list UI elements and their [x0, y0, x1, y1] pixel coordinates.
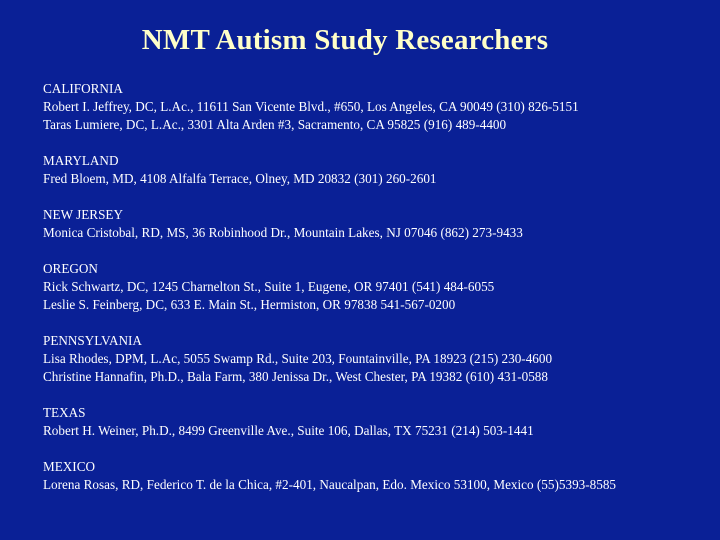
researcher-entry: Robert I. Jeffrey, DC, L.Ac., 11611 San Vicente Blvd., #650, Los Angeles, CA 90049 (310) 826-5151 [43, 99, 579, 114]
section-mexico [43, 458, 703, 494]
researcher-entry: Robert H. Weiner, Ph.D., 8499 Greenville Ave., Suite 106, Dallas, TX 75231 (214) 503-1441 [43, 423, 534, 438]
section-california [43, 80, 703, 134]
state-heading: MEXICO [43, 459, 96, 474]
state-heading: NEW JERSEY [43, 207, 123, 222]
section-maryland [43, 152, 703, 188]
section-pennsylvania [43, 332, 703, 386]
slide-title: NMT Autism Study Researchers [141, 24, 549, 56]
researcher-entry: Taras Lumiere, DC, L.Ac., 3301 Alta Arden #3, Sacramento, CA 95825 (916) 489-4400 [43, 117, 507, 132]
section-oregon [43, 260, 703, 314]
state-heading: CALIFORNIA [43, 81, 123, 96]
state-heading: TEXAS [43, 405, 86, 420]
state-heading: PENNSYLVANIA [43, 333, 142, 348]
researcher-list [43, 80, 703, 512]
researcher-entry: Lisa Rhodes, DPM, L.Ac, 5055 Swamp Rd., Suite 203, Fountainville, PA 18923 (215) 230-4600 [43, 351, 553, 366]
state-heading: MARYLAND [43, 153, 119, 168]
researcher-entry: Christine Hannafin, Ph.D., Bala Farm, 380 Jenissa Dr., West Chester, PA 19382 (610) 431-0588 [43, 369, 548, 384]
researcher-entry: Lorena Rosas, RD, Federico T. de la Chica, #2-401, Naucalpan, Edo. Mexico 53100, Mexico (55)5393-8585 [43, 477, 617, 492]
state-heading: OREGON [43, 261, 98, 276]
section-new-jersey [43, 206, 703, 242]
researcher-entry: Rick Schwartz, DC, 1245 Charnelton St., Suite 1, Eugene, OR 97401 (541) 484-6055 [43, 279, 495, 294]
section-texas [43, 404, 703, 440]
researcher-entry: Fred Bloem, MD, 4108 Alfalfa Terrace, Olney, MD 20832 (301) 260-2601 [43, 171, 437, 186]
researcher-entry: Monica Cristobal, RD, MS, 36 Robinhood Dr., Mountain Lakes, NJ 07046 (862) 273-9433 [43, 225, 523, 240]
researcher-entry: Leslie S. Feinberg, DC, 633 E. Main St., Hermiston, OR 97838 541-567-0200 [43, 297, 456, 312]
